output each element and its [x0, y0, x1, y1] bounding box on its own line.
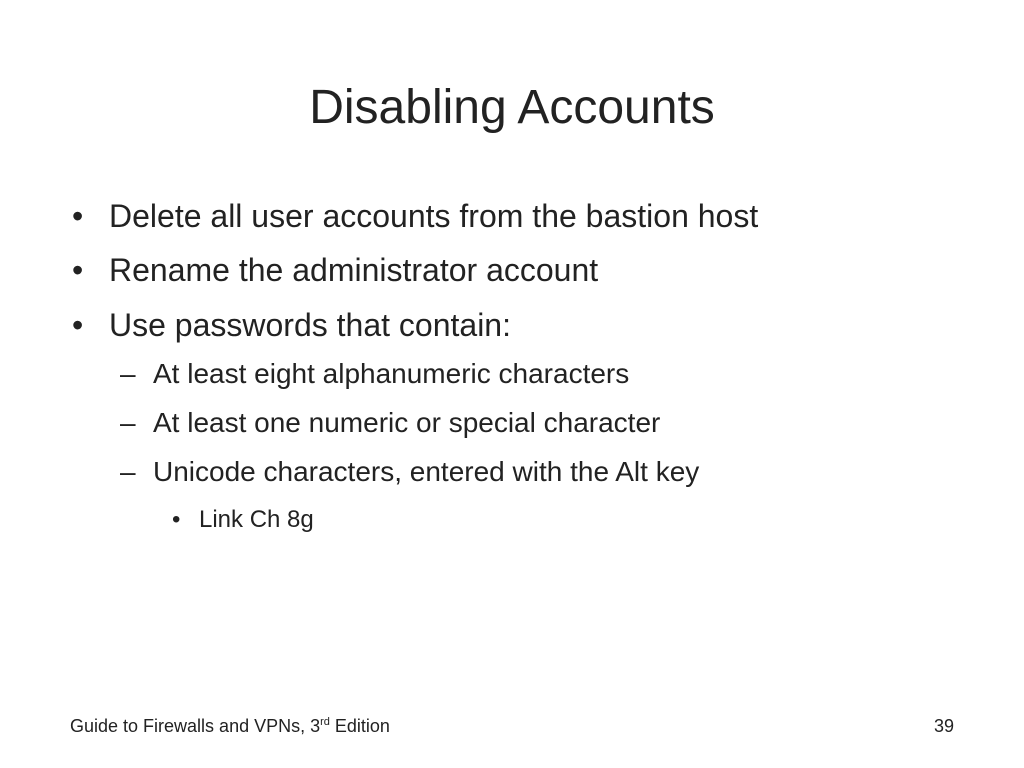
sub-bullet-item	[120, 357, 629, 391]
bullet-text: Rename the administrator account	[109, 252, 599, 288]
page-number: 39	[933, 716, 954, 736]
dash-marker: –	[120, 407, 136, 438]
footer-book-title	[70, 714, 390, 738]
dash-marker: –	[120, 456, 136, 487]
bullet-marker: •	[72, 307, 84, 343]
bullet-text: Delete all user accounts from the bastion host	[109, 198, 759, 234]
sub-bullet-text: At least one numeric or special character	[153, 407, 661, 438]
footer-edition-text: Edition	[329, 716, 390, 736]
bullet-marker: •	[72, 198, 84, 234]
sub-sub-bullet-item	[172, 505, 314, 535]
dash-marker: –	[120, 358, 136, 389]
sub-bullet-item	[120, 455, 699, 489]
bullet-item	[72, 196, 758, 236]
bullet-marker: •	[72, 252, 84, 288]
bullet-text: Use passwords that contain:	[109, 307, 511, 343]
footer-superscript: rd	[320, 716, 330, 728]
sub-bullet-text: Unicode characters, entered with the Alt key	[153, 456, 700, 487]
link-text: Link Ch 8g	[199, 506, 314, 533]
bullet-marker: •	[172, 506, 181, 533]
bullet-item	[72, 305, 511, 345]
footer-title-text: Guide to Firewalls and VPNs, 3	[70, 716, 321, 736]
sub-bullet-text: At least eight alphanumeric characters	[153, 358, 630, 389]
slide-title: Disabling Accounts	[309, 81, 715, 134]
bullet-item	[72, 250, 598, 290]
sub-bullet-item	[120, 406, 660, 440]
